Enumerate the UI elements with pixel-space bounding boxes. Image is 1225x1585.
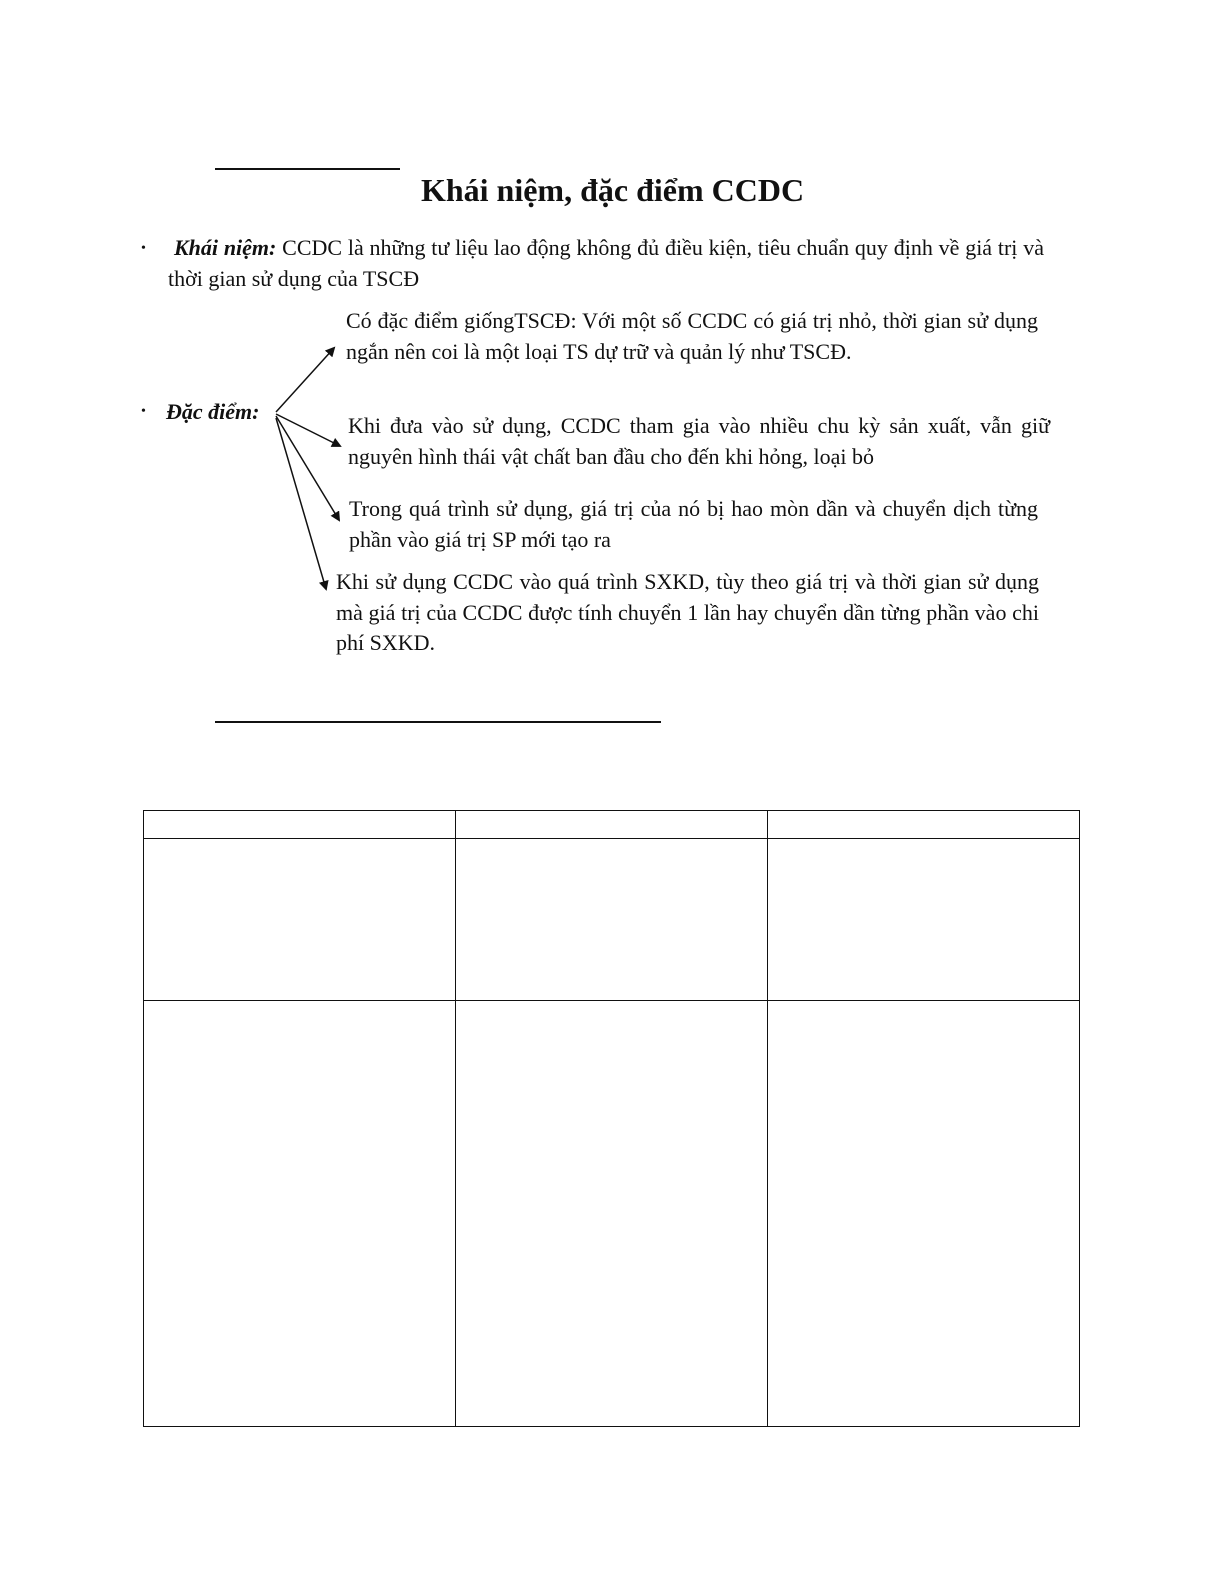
feature-item-2: Khi đưa vào sử dụng, CCDC tham gia vào nhiều chu kỳ sản xuất, vẫn giữ nguyên hình thái vật chất ban đầu cho đến khi hỏng, loại bỏ xyxy=(348,413,1050,469)
arrow-to-item-2 xyxy=(276,414,340,446)
table-cell xyxy=(144,811,456,839)
table-cell xyxy=(456,839,768,1001)
table-cell xyxy=(768,839,1080,1001)
concept-text: CCDC là những tư liệu lao động không đủ điều kiện, tiêu chuẩn quy định về giá trị và thời gian sử dụng của TSCĐ xyxy=(168,235,1044,291)
table-row xyxy=(144,1001,1080,1427)
empty-table xyxy=(143,810,1080,1427)
features-label: Đặc điểm: xyxy=(166,399,260,424)
table-cell xyxy=(144,839,456,1001)
table-cell xyxy=(768,1001,1080,1427)
feature-item-3: Trong quá trình sử dụng, giá trị của nó bị hao mòn dần và chuyển dịch từng phần vào giá trị SP mới tạo ra xyxy=(349,496,1038,552)
table-cell xyxy=(768,811,1080,839)
bullet-concept: • xyxy=(141,241,146,256)
table-cell xyxy=(456,811,768,839)
feature-item-1: Có đặc điểm giốngTSCĐ: Với một số CCDC có giá trị nhỏ, thời gian sử dụng ngắn nên coi là một loại TS dự trữ và quản lý như TSCĐ. xyxy=(346,308,1038,364)
concept-label: Khái niệm: xyxy=(174,235,277,260)
table-cell xyxy=(144,1001,456,1427)
arrow-to-item-4 xyxy=(276,418,326,589)
arrow-to-item-3 xyxy=(276,416,339,520)
table-cell xyxy=(456,1001,768,1427)
bullet-features: • xyxy=(141,404,146,419)
page-title: Khái niệm, đặc điểm CCDC xyxy=(420,172,805,208)
arrow-to-item-1 xyxy=(276,348,334,412)
table-row xyxy=(144,811,1080,839)
feature-item-4: Khi sử dụng CCDC vào quá trình SXKD, tùy theo giá trị và thời gian sử dụng mà giá trị của CCDC được tính chuyển 1 lần hay chuyển dần từng phần vào chi phí SXKD. xyxy=(336,569,1039,655)
table-row xyxy=(144,839,1080,1001)
